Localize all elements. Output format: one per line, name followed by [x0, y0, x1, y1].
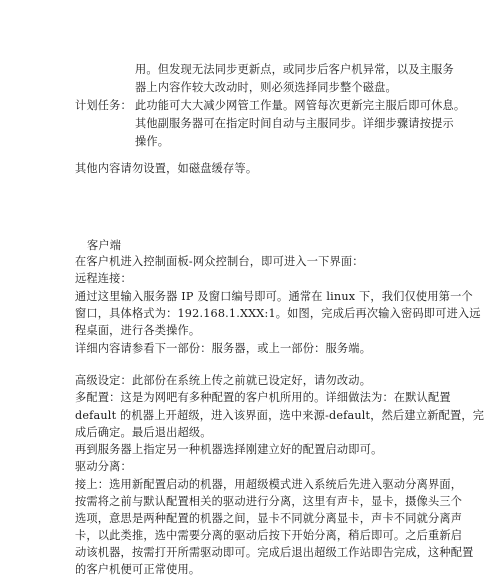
section-heading: 客户端 — [87, 239, 122, 252]
text-line: 多配置：这是为网吧有多种配置的客户机所用的。详细做法为：在默认配置 — [75, 391, 451, 404]
text-line: 成后确定。最后退出超级。 — [75, 426, 212, 439]
text-line: 卡，以此类推，选中需要分离的驱动后按下开始分离，稍后即可。之后重新启 — [75, 529, 463, 542]
text-line: default 的机器上开超级，进入该界面，选中来源-default，然后建立新配置，完 — [75, 409, 485, 422]
text-line: 动该机器，按需打开所需驱动即可。完成后退出超级工作站即告完成，这种配置 — [75, 546, 474, 559]
text-line: 的客户机便可正常使用。 — [75, 563, 201, 576]
text-line: 器上内容作较大改动时，则必须选择同步整个磁盘。 — [135, 81, 397, 94]
text-line: 其他副服务器可在指定时间自动与主服同步。详细步骤请按提示 — [135, 117, 454, 130]
text-line: 操作。 — [135, 135, 170, 148]
text-line: 再到服务器上指定另一种机器选择刚建立好的配置启动即可。 — [75, 443, 383, 456]
plan-task-label: 计划任务： — [75, 99, 132, 112]
text-line: 通过这里输入服务器 IP 及窗口编号即可。通常在 linux 下，我们仅使用第一个 — [75, 290, 473, 303]
text-line: 其他内容请勿设置，如磁盘缓存等。 — [75, 162, 258, 175]
text-line: 在客户机进入控制面板-网众控制台，即可进入一下界面： — [75, 255, 364, 268]
text-line: 详细内容请参看下一部份：服务器，或上一部份：服务端。 — [75, 342, 372, 355]
text-line: 接上：选用新配置启动的机器，用超级模式进入系统后先进入驱动分离界面， — [75, 478, 463, 491]
text-line: 用。但发现无法同步更新点，或同步后客户机异常，以及主服务 — [135, 63, 454, 76]
text-line: 程桌面，进行各类操作。 — [75, 324, 201, 337]
text-line: 窗口，具体格式为：192.168.1.XXX:1。如图，完成后再次输入密码即可进入远 — [75, 307, 481, 320]
text-line: 按需将之前与默认配置相关的驱动进行分离，这里有声卡，显卡，摄像头三个 — [75, 495, 463, 508]
text-line: 高级设定：此部份在系统上传之前就已设定好，请勿改动。 — [75, 374, 372, 387]
text-line: 选项，意思是两种配置的机器之间，显卡不同就分离显卡，声卡不同就分离声 — [75, 512, 463, 525]
text-line: 远程连接： — [75, 272, 132, 285]
text-line: 此功能可大大减少网管工作量。网管每次更新完主服后即可休息。 — [135, 99, 466, 112]
text-line: 驱动分离： — [75, 460, 132, 473]
